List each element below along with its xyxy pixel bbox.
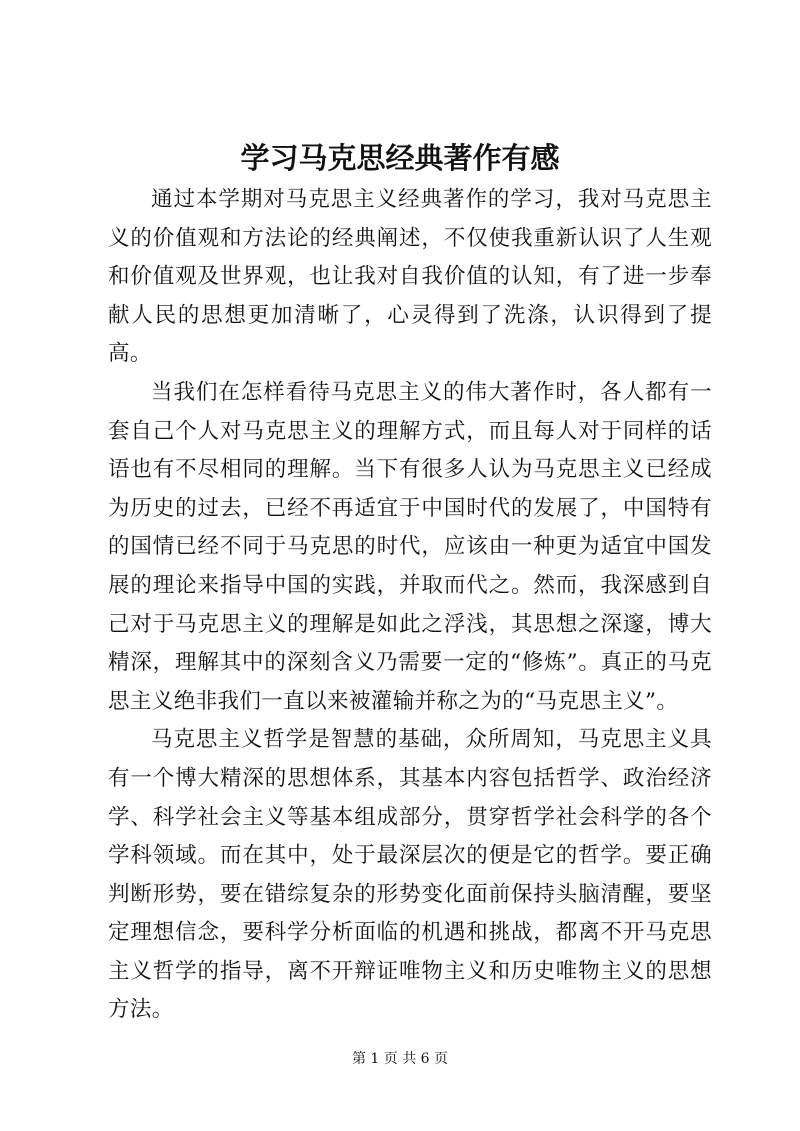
page-number-footer: 第 1 页 共 6 页	[351, 1051, 449, 1067]
document-body	[108, 181, 712, 1030]
paragraph: 通过本学期对马克思主义经典著作的学习，我对马克思主义的价值观和方法论的经典阐述，不仅使我重新认识了人生观和价值观及世界观，也让我对自我价值的认知，有了进一步奉献人民的思想更加清晰了，心灵得到了洗涤，认识得到了提高。	[108, 187, 712, 367]
paragraph: 当我们在怎样看待马克思主义的伟大著作时，各人都有一套自己个人对马克思主义的理解方式，而且每人对于同样的话语也有不尽相同的理解。当下有很多人认为马克思主义已经成为历史的过去，已经不再适宜于中国时代的发展了，中国特有的国情已经不同于马克思的时代，应该由一种更为适宜中国发展的理论来指导中国的实践，并取而代之。然而，我深感到自己对于马克思主义的理解是如此之浮浅，其思想之深邃，博大精深，理解其中的深刻含义乃需要一定的“修炼”。真正的马克思主义绝非我们一直以来被灌输并称之为的“马克思主义”。	[108, 379, 712, 714]
document-title: 学习马克思经典著作有感	[240, 141, 560, 175]
paragraph: 马克思主义哲学是智慧的基础，众所周知，马克思主义具有一个博大精深的思想体系，其基本内容包括哲学、政治经济学、科学社会主义等基本组成部分，贯穿哲学社会科学的各个学科领域。而在其中，处于最深层次的便是它的哲学。要正确判断形势，要在错综复杂的形势变化面前保持头脑清醒，要坚定理想信念，要科学分析面临的机遇和挑战，都离不开马克思主义哲学的指导，离不开辩证唯物主义和历史唯物主义的思想方法。	[108, 727, 712, 1023]
